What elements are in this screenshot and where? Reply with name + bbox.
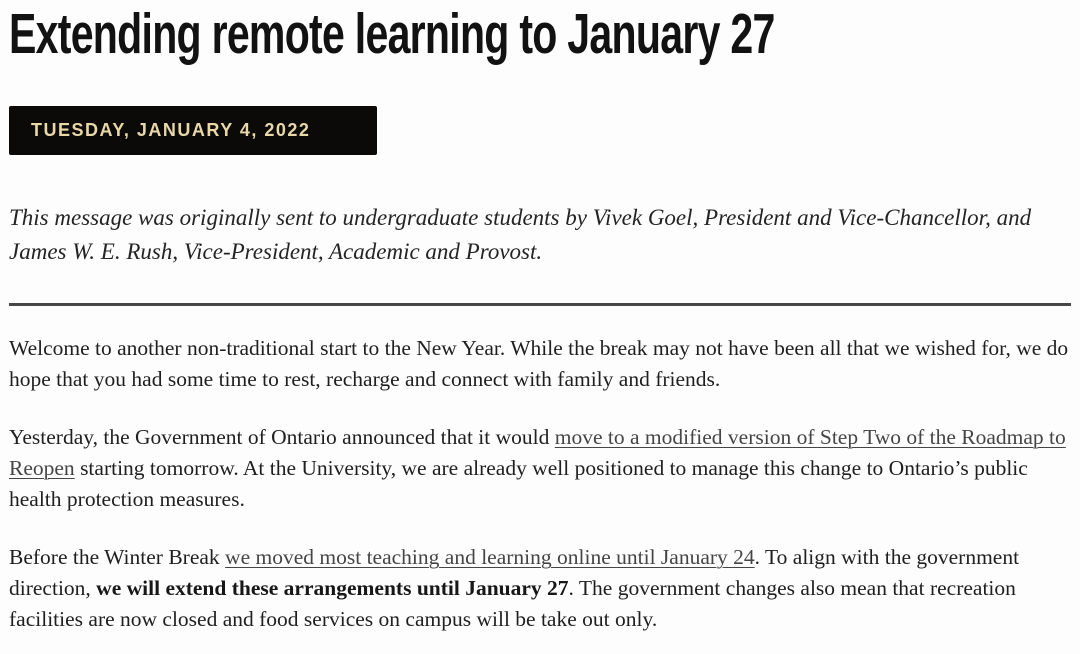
page-title bbox=[9, 0, 1071, 68]
intro-note: This message was originally sent to undergraduate students by Vivek Goel, President and Vice-Chancellor, and James W. E. Rush, Vice-President, Academic and Provost. bbox=[9, 205, 1032, 264]
text-run: Before the Winter Break bbox=[9, 545, 226, 569]
date-badge-label: TUESDAY, JANUARY 4, 2022 bbox=[31, 120, 311, 140]
divider bbox=[9, 303, 1071, 306]
online-until-january-24-link[interactable]: we moved most teaching and learning online until January 24 bbox=[225, 545, 755, 569]
date-badge bbox=[9, 106, 377, 155]
text-run: . The government changes also mean that recreation facilities are now closed and food services on campus will be take out only. bbox=[9, 576, 1016, 631]
step-two-roadmap-link[interactable]: move to a modified version of Step Two of the Roadmap to Reopen bbox=[9, 425, 1066, 480]
bold-text: we will extend these arrangements until January 27 bbox=[96, 576, 569, 600]
text-run: Welcome to another non-traditional start to the New Year. While the break may not have been all that we wished for, we do hope that you had some time to rest, recharge and connect with family and friends. bbox=[9, 336, 1069, 391]
page-title-text: Extending remote learning to January 27 bbox=[9, 2, 775, 66]
paragraph-government-announcement bbox=[9, 422, 1071, 515]
text-run: starting tomorrow. At the University, we are already well positioned to manage this change to Ontario’s public health protection measures. bbox=[9, 456, 1028, 511]
text-run: . To align with the government direction, bbox=[9, 545, 1020, 600]
text-run: Yesterday, the Government of Ontario announced that it would bbox=[9, 425, 555, 449]
paragraph-extension bbox=[9, 542, 1071, 635]
paragraph-welcome bbox=[9, 333, 1071, 395]
